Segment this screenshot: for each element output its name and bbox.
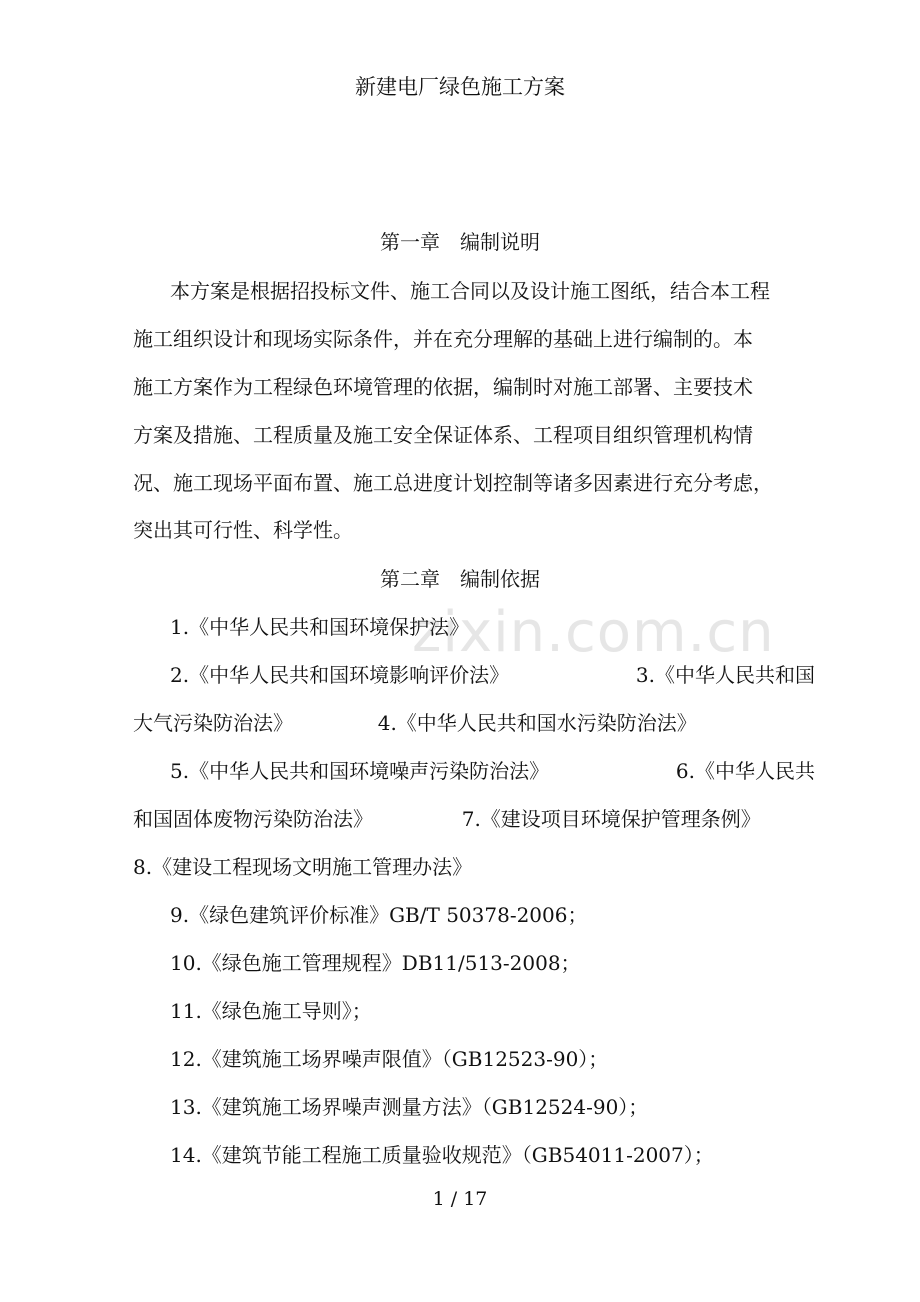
chapter1-line-3: 施工方案作为工程绿色环境管理的依据，编制时对施工部署、主要技术 (133, 375, 753, 399)
reference-3-end: 大气污染防治法》 (133, 711, 293, 735)
reference-3-start: 3.《中华人民共和国 (635, 663, 815, 687)
reference-8: 8.《建设工程现场文明施工管理办法》 (133, 855, 473, 879)
reference-7: 7.《建设项目环境保护管理条例》 (461, 807, 761, 831)
reference-9: 9.《绿色建筑评价标准》GB/T 50378-2006； (170, 903, 588, 927)
reference-row-5-6 (170, 759, 815, 783)
page-indicator: 1 / 17 (432, 1188, 488, 1210)
reference-row-2-3 (170, 663, 815, 687)
reference-6-end: 和国固体废物污染防治法》 (133, 807, 373, 831)
reference-12: 12.《建筑施工场界噪声限值》（GB12523-90）； (170, 1047, 609, 1071)
reference-6-start: 6.《中华人民共 (675, 759, 815, 783)
reference-11: 11.《绿色施工导则》； (170, 999, 372, 1023)
chapter1-line-6: 突出其可行性、科学性。 (133, 518, 353, 542)
reference-14: 14.《建筑节能工程施工质量验收规范》（GB54011-2007）； (170, 1143, 714, 1167)
chapter2-heading: 第二章 编制依据 (380, 567, 540, 591)
reference-2: 2.《中华人民共和国环境影响评价法》 (170, 663, 510, 687)
chapter1-line-2: 施工组织设计和现场实际条件，并在充分理解的基础上进行编制的。本 (133, 327, 753, 351)
reference-4: 4.《中华人民共和国水污染防治法》 (377, 711, 697, 735)
reference-5: 5.《中华人民共和国环境噪声污染防治法》 (170, 759, 550, 783)
reference-row-6-7 (133, 807, 813, 831)
reference-13: 13.《建筑施工场界噪声测量方法》（GB12524-90）； (170, 1095, 649, 1119)
reference-1: 1.《中华人民共和国环境保护法》 (170, 615, 470, 639)
watermark: zixin.com.cn (412, 600, 775, 665)
chapter1-line-4: 方案及措施、工程质量及施工安全保证体系、工程项目组织管理机构情 (133, 423, 753, 447)
chapter1-line-1: 本方案是根据招投标文件、施工合同以及设计施工图纸，结合本工程 (170, 279, 770, 303)
chapter1-line-5: 况、施工现场平面布置、施工总进度计划控制等诸多因素进行充分考虑， (133, 471, 773, 495)
chapter1-heading: 第一章 编制说明 (380, 230, 540, 254)
reference-row-3-4 (133, 711, 813, 735)
document-title: 新建电厂绿色施工方案 (355, 75, 565, 99)
reference-10: 10.《绿色施工管理规程》DB11/513-2008； (170, 951, 581, 975)
